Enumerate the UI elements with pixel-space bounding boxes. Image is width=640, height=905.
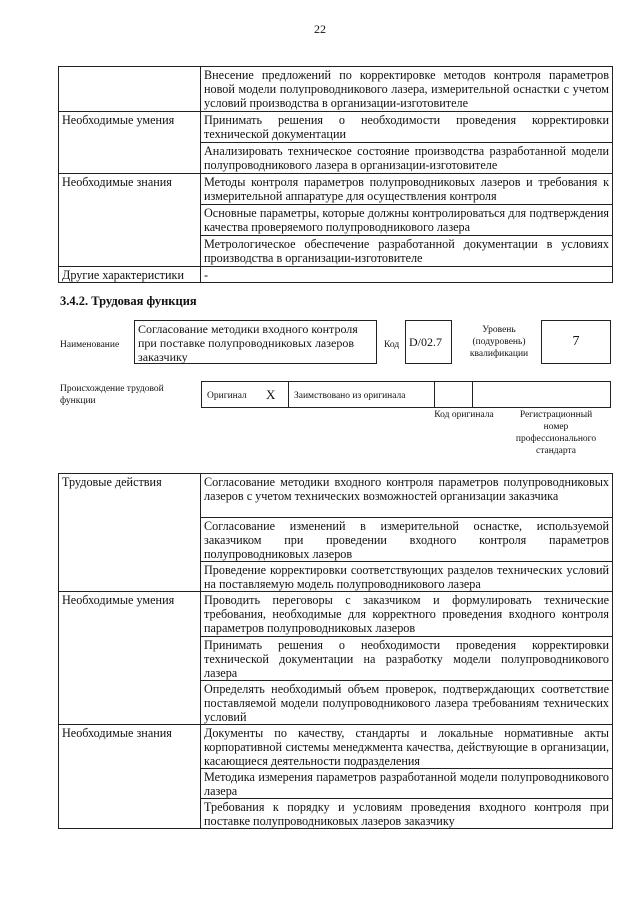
top-competency-table [58,66,613,283]
original-code-caption: Код оригинала [434,410,494,420]
table-row [59,112,613,143]
page-number: 22 [314,22,326,36]
row-text: Согласование изменений в измерительной оснастке, используемой заказчиком при проведении входного контроля параметров полупроводниковых лазеров [201,518,613,562]
table-row [59,769,613,799]
row-text: Основные параметры, которые должны контролироваться для подтверждения качества проверяемого полупроводникового лазера [201,205,613,236]
row-text: Проводить переговоры с заказчиком и формулировать технические требования, необходимые для корректного проведения входного контроля параметров полупроводниковых лазеров [201,592,613,637]
table-row [59,637,613,681]
table-row [59,799,613,829]
name-label: Наименование [60,340,120,350]
origin-box [201,381,611,408]
original-label: Оригинал [207,391,247,401]
divider [288,382,289,407]
registration-number-caption: Регистрационный номер профессионального стандарта [515,410,597,456]
row-label [59,67,201,112]
row-label: Другие характеристики [59,267,201,283]
row-text: Методика измерения параметров разработанной модели полупроводникового лазера [201,769,613,799]
row-text: Методы контроля параметров полупроводниковых лазеров и требования к измерительной аппаратуре для осуществления контроля [201,174,613,205]
table-row [59,562,613,592]
row-text: Требования к порядку и условиям проведения входного контроля при поставке полупроводниковых лазеров заказчику [201,799,613,829]
row-text: Принимать решения о необходимости проведения корректировки технической документации на разработку модели полупроводникового лазера [201,637,613,681]
row-text: Анализировать техническое состояние производства разработанной модели полупроводникового лазера в организации-изготовителе [201,143,613,174]
row-label [59,236,201,267]
row-label [59,769,201,799]
row-text: Внесение предложений по корректировке методов контроля параметров новой модели полупроводникового лазера, измерительной оснастки с учетом условий производства в организации-изготовителе [201,67,613,112]
row-label [59,205,201,236]
function-code-value: D/02.7 [409,335,442,349]
table-row [59,681,613,725]
table-row [59,474,613,518]
row-text: - [201,267,613,283]
bottom-competency-table [58,473,613,829]
function-name-value: Согласование методики входного контроля при поставке полупроводниковых лазеров заказчику [138,322,358,364]
table-row [59,67,613,112]
row-text: Метрологическое обеспечение разработанной документации в условиях производства в организации-изготовителе [201,236,613,267]
section-title: 3.4.2. Трудовая функция [60,294,197,308]
original-mark: X [266,387,276,402]
table-row [59,725,613,769]
level-label: Уровень (подуровень) квалификации [469,325,529,359]
row-text: Принимать решения о необходимости проведения корректировки технической документации [201,112,613,143]
divider [434,382,435,407]
qualification-level-box [541,320,611,364]
row-label: Необходимые умения [59,112,201,143]
table-row [59,236,613,267]
row-label: Трудовые действия [59,474,201,518]
row-text: Определять необходимый объем проверок, подтверждающих соответствие поставляемой модели полупроводникового лазера требованиям технических условий [201,681,613,725]
row-label [59,637,201,681]
table-row [59,267,613,283]
row-text: Документы по качеству, стандарты и локальные нормативные акты корпоративной системы менеджмента качества, действующие в организации, касающиеся деятельности подразделения [201,725,613,769]
borrowed-label: Заимствовано из оригинала [294,391,406,401]
row-label [59,799,201,829]
row-text: Согласование методики входного контроля параметров полупроводниковых лазеров с учетом технических возможностей организации заказчика [201,474,613,518]
function-code-box [405,320,452,364]
row-text: Проведение корректировки соответствующих разделов технических условий на поставляемую модель полупроводникового лазера [201,562,613,592]
row-label [59,562,201,592]
table-row [59,518,613,562]
code-label: Код [384,340,400,350]
table-row [59,143,613,174]
row-label [59,518,201,562]
table-row [59,174,613,205]
table-row [59,205,613,236]
qualification-level-value: 7 [572,334,580,349]
row-label: Необходимые умения [59,592,201,637]
row-label [59,681,201,725]
row-label: Необходимые знания [59,174,201,205]
function-name-box [134,320,377,364]
table-row [59,592,613,637]
row-label [59,143,201,174]
origin-label: Происхождение трудовой функции [60,384,164,406]
row-label: Необходимые знания [59,725,201,769]
divider [472,382,473,407]
